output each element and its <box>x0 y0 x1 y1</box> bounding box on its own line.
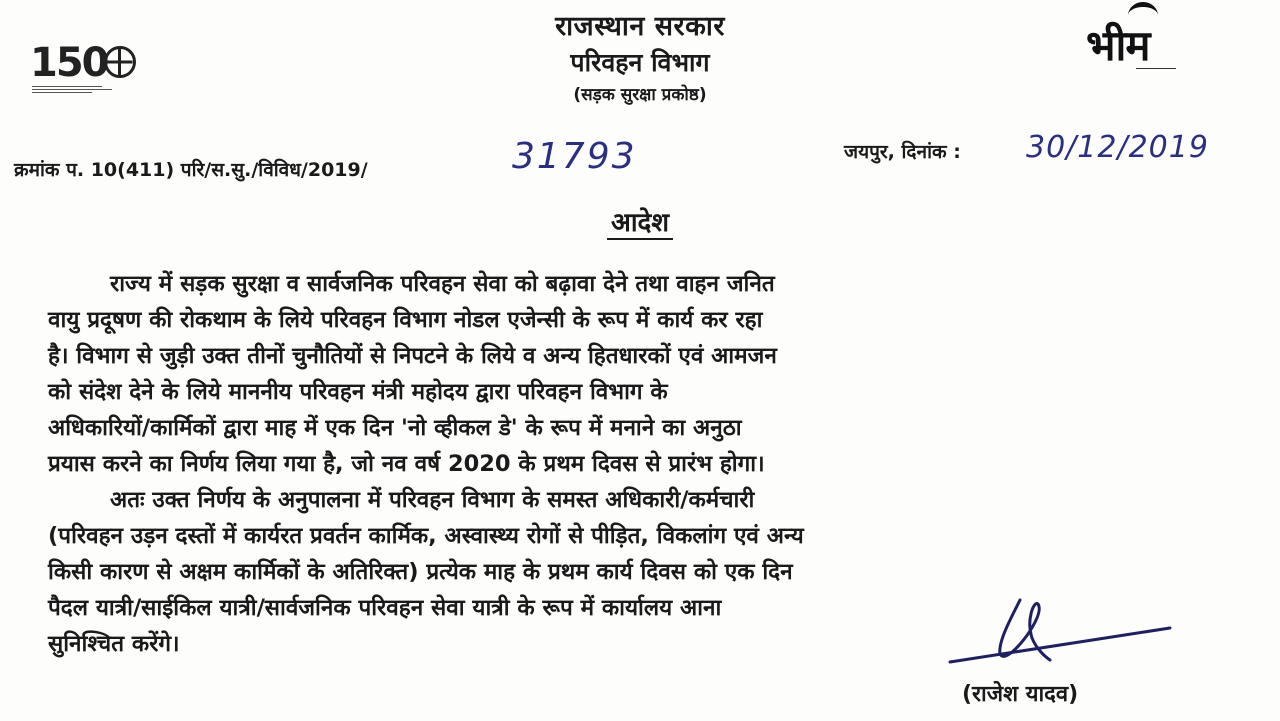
body-line: पैदल यात्री/साईकिल यात्री/सार्वजनिक परिवहन सेवा यात्री के रूप में कार्यालय आना <box>48 595 722 621</box>
signatory-name: (राजेश यादव) <box>962 682 1079 707</box>
reference-prefix: क्रमांक प. 10(411) परि/स.सु./विविध/2019/ <box>14 159 368 181</box>
body-line: प्रयास करने का निर्णय लिया गया है, जो नव वर्ष 2020 के प्रथम दिवस से प्रारंभ होगा। <box>48 451 765 477</box>
cell-name: (सड़क सुरक्षा प्रकोष्ठ) <box>573 85 707 105</box>
order-title <box>0 203 1280 239</box>
body-line: किसी कारण से अक्षम कार्मिकों के अतिरिक्त) प्रत्येक माह के प्रथम कार्य दिवस को एक दिन <box>48 559 793 585</box>
dateline-date: 30/12/2019 <box>1026 130 1209 165</box>
reference-number: 31793 <box>512 136 637 177</box>
body-line: को संदेश देने के लिये माननीय परिवहन मंत्री महोदय द्वारा परिवहन विभाग के <box>48 379 668 405</box>
body-line: है। विभाग से जुड़ी उक्त तीनों चुनौतियों से निपटने के लिये व अन्य हितधारकों एवं आमजन <box>48 343 777 369</box>
bhim-logo-text: भीम <box>1086 21 1150 70</box>
body-line: सुनिश्चित करेंगे। <box>48 631 180 657</box>
bhim-logo-icon <box>1082 2 1186 76</box>
logo-150-text: 150 <box>30 40 108 86</box>
department-name: परिवहन विभाग <box>570 48 710 77</box>
body-line: अतः उक्त निर्णय के अनुपालना में परिवहन विभाग के समस्त अधिकारी/कर्मचारी <box>110 487 755 513</box>
body-line: अधिकारियों/कार्मिकों द्वारा माह में एक दिन 'नो व्हीकल डे' के रूप में मनाने का अनुठा <box>48 415 742 441</box>
dateline-label: जयपुर, दिनांक : <box>844 141 961 163</box>
body-line: (परिवहन उड़न दस्तों में कार्यरत प्रवर्तन कार्मिक, अस्वास्थ्य रोगों से पीड़ित, विकलांग एवं अन्य <box>48 523 804 549</box>
bhim-logo-underline-icon <box>1136 62 1176 71</box>
body-line: वायु प्रदूषण की रोकथाम के लिये परिवहन विभाग नोडल एजेन्सी के रूप में कार्य कर रहा <box>48 307 763 333</box>
body-line: राज्य में सड़क सुरक्षा व सार्वजनिक परिवहन सेवा को बढ़ावा देने तथा वाहन जनित <box>110 271 775 297</box>
signature-icon <box>940 590 1180 670</box>
order-title-text: आदेश <box>607 208 673 240</box>
government-name: राजस्थान सरकार <box>555 11 725 42</box>
